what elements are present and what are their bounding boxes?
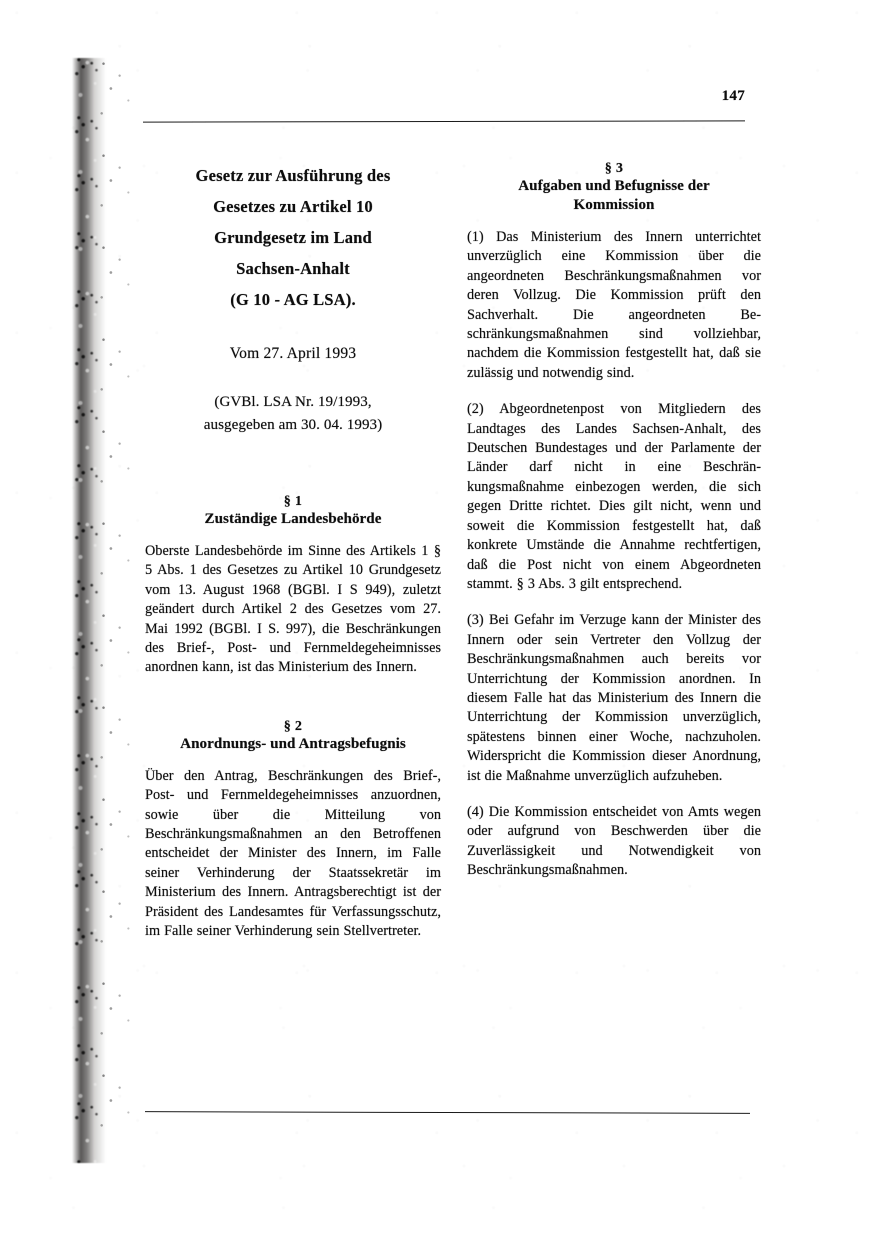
section-body-paragraph: Oberste Landesbehörde im Sinne des Artikels 1 § 5 Abs. 1 des Gesetzes zu Artikel 10 Grundgesetz vom 13. August 1968 (BGBl. I S 949), zuletzt geändert durch Artikel 2 des Gesetzes vom 27. Mai 1992 (BGBl. I S. 997), die Beschränkungen des Brief-, Post- und Fernmeldegeheimnisses anordnen kann, ist das Ministerium des Innern.: [145, 543, 441, 676]
page-number: 147: [721, 88, 745, 104]
title-line: Gesetz zur Ausführung des: [195, 166, 391, 185]
column-right: [467, 160, 761, 881]
document-date: Vom 27. April 1993: [229, 345, 357, 362]
section-title: [145, 510, 441, 529]
section-body-paragraph: (1) Das Ministerium des Innern unterrichtet unverzüglich eine Kommission über die angeordneten Beschränkungsmaßnahmen vor deren Vollzug. Die Kommission prüft den Sachverhalt. Die angeordneten Beschränkungsmaßnahmen sind vollziehbar, nachdem die Kommission festgestellt hat, daß sie zulässig und notwendig sind.: [467, 229, 761, 381]
section-body-paragraph: Über den Antrag, Beschränkungen des Brief-, Post- und Fernmeldegeheimnisses anzuordnen, sowie über die Mitteilung von Beschränkungsmaßnahmen an den Betroffenen entscheidet der Minister des Innern, im Falle seiner Verhinderung der Staatssekretär im Ministerium des Innern. Antragsberechtigt ist der Präsident des Landesamtes für Verfassungsschutz, im Falle seiner Verhinderung sein Stellvertreter.: [145, 767, 441, 940]
section-title-line: Anordnungs- und Antragsbefugnis: [180, 735, 406, 752]
document-source-reference: [145, 391, 441, 437]
title-line: Gesetzes zu Artikel 10: [213, 197, 373, 216]
section-title-line: Kommission: [573, 197, 655, 213]
section-body-paragraph: (2) Abgeordnetenpost von Mitgliedern des Landtages des Landes Sachsen-Anhalt, des Deutschen Bundestages und der Parlamente der Länder darf nicht in eine Beschränkungsmaßnahme einbezogen werden, die sich gegen Dritte richtet. Dies gilt nicht, wenn und soweit die Kommission festgestellt hat, daß konkrete Umstände die Annahme rechtfertigen, daß die Post nicht von einem Abgeordneten stammt. § 3 Abs. 3 gilt entsprechend.: [467, 401, 761, 592]
section-number: § 1: [283, 494, 303, 509]
section-paragraph-1: [145, 493, 441, 678]
section-paragraph-3: [467, 160, 761, 881]
source-line: ausgegeben am 30. 04. 1993): [203, 417, 383, 433]
section-number: § 2: [283, 718, 303, 734]
title-line: Sachsen-Anhalt: [236, 259, 350, 278]
section-title: [145, 735, 441, 754]
source-line: (GVBl. LSA Nr. 19/1993,: [214, 394, 372, 410]
section-title-line: Zuständige Landesbehörde: [204, 511, 382, 527]
title-line: (G 10 - AG LSA).: [230, 290, 356, 309]
column-left: [145, 160, 441, 942]
section-body-paragraph: (4) Die Kommission entscheidet von Amts wegen oder aufgrund von Beschwerden über die Zuverlässigkeit und Notwendigkeit von Beschränkungsmaßnahmen.: [467, 803, 761, 879]
title-line: Grundgesetz im Land: [214, 228, 372, 247]
section-title-line: Aufgaben und Befugnisse der: [518, 178, 710, 194]
section-paragraph-2: [145, 718, 441, 942]
section-body-paragraph: (3) Bei Gefahr im Verzuge kann der Minister des Innern oder sein Vertreter den Vollzug der Beschränkungsmaßnahmen auch bereits vor Unterrichtung der Kommission anordnen. In diesem Falle hat das Ministerium des Innern die Unterrichtung der Kommission unverzüglich, spätestens binnen einer Woche, nachzuholen. Widerspricht die Kommission dieser Anordnung, ist die Maßnahme unverzüglich aufzuheben.: [467, 612, 761, 784]
section-number: § 3: [604, 161, 624, 176]
section-title: [467, 177, 761, 215]
document-title: [145, 160, 441, 315]
